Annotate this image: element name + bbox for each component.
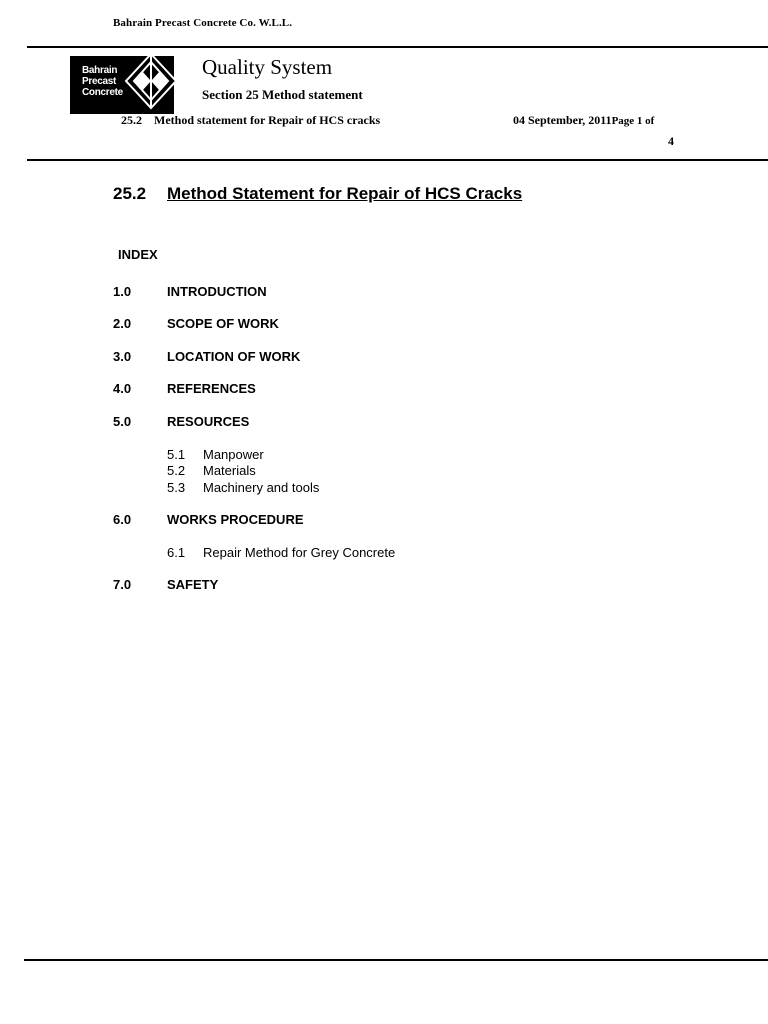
toc-item: 6.0 WORKS PROCEDURE	[113, 512, 304, 527]
page-label: Page 1 of	[611, 115, 655, 127]
subsection-title	[121, 113, 380, 128]
toc-subitem: 5.1 Manpower	[167, 447, 264, 462]
toc-item: 4.0 REFERENCES	[113, 381, 256, 396]
toc-item: 3.0 LOCATION OF WORK	[113, 349, 301, 364]
company-logo	[70, 56, 174, 114]
toc-subitem: 5.3 Machinery and tools	[167, 480, 320, 495]
toc-item: 2.0 SCOPE OF WORK	[113, 316, 279, 331]
toc-item: 1.0 INTRODUCTION	[113, 284, 267, 299]
company-name: Bahrain Precast Concrete Co. W.L.L.	[113, 17, 293, 29]
subsection-number: 25.2	[121, 113, 142, 127]
heading-number: 25.2	[113, 184, 147, 203]
header-bottom-rule	[27, 159, 768, 161]
footer-rule	[24, 959, 768, 961]
toc-item: 7.0 SAFETY	[113, 577, 219, 592]
subsection-text: Method statement for Repair of HCS cracks	[154, 113, 381, 127]
index-label: INDEX	[118, 247, 158, 262]
section-title: Section 25 Method statement	[202, 87, 363, 102]
document-heading	[113, 184, 522, 204]
header-top-rule	[27, 46, 768, 48]
toc-item: 5.0 RESOURCES	[113, 414, 250, 429]
logo-text: Bahrain Precast Concrete	[82, 65, 123, 98]
logo-diamond-icon	[122, 50, 180, 116]
toc-subitem: 6.1 Repair Method for Grey Concrete	[167, 545, 396, 560]
toc-subitem: 5.2 Materials	[167, 463, 256, 478]
document-date: 04 September, 2011	[513, 113, 612, 127]
date-and-page	[513, 113, 654, 128]
heading-title: Method Statement for Repair of HCS Cracks	[167, 184, 523, 203]
page-total: 4	[668, 134, 674, 148]
document-system-title: Quality System	[202, 55, 333, 79]
